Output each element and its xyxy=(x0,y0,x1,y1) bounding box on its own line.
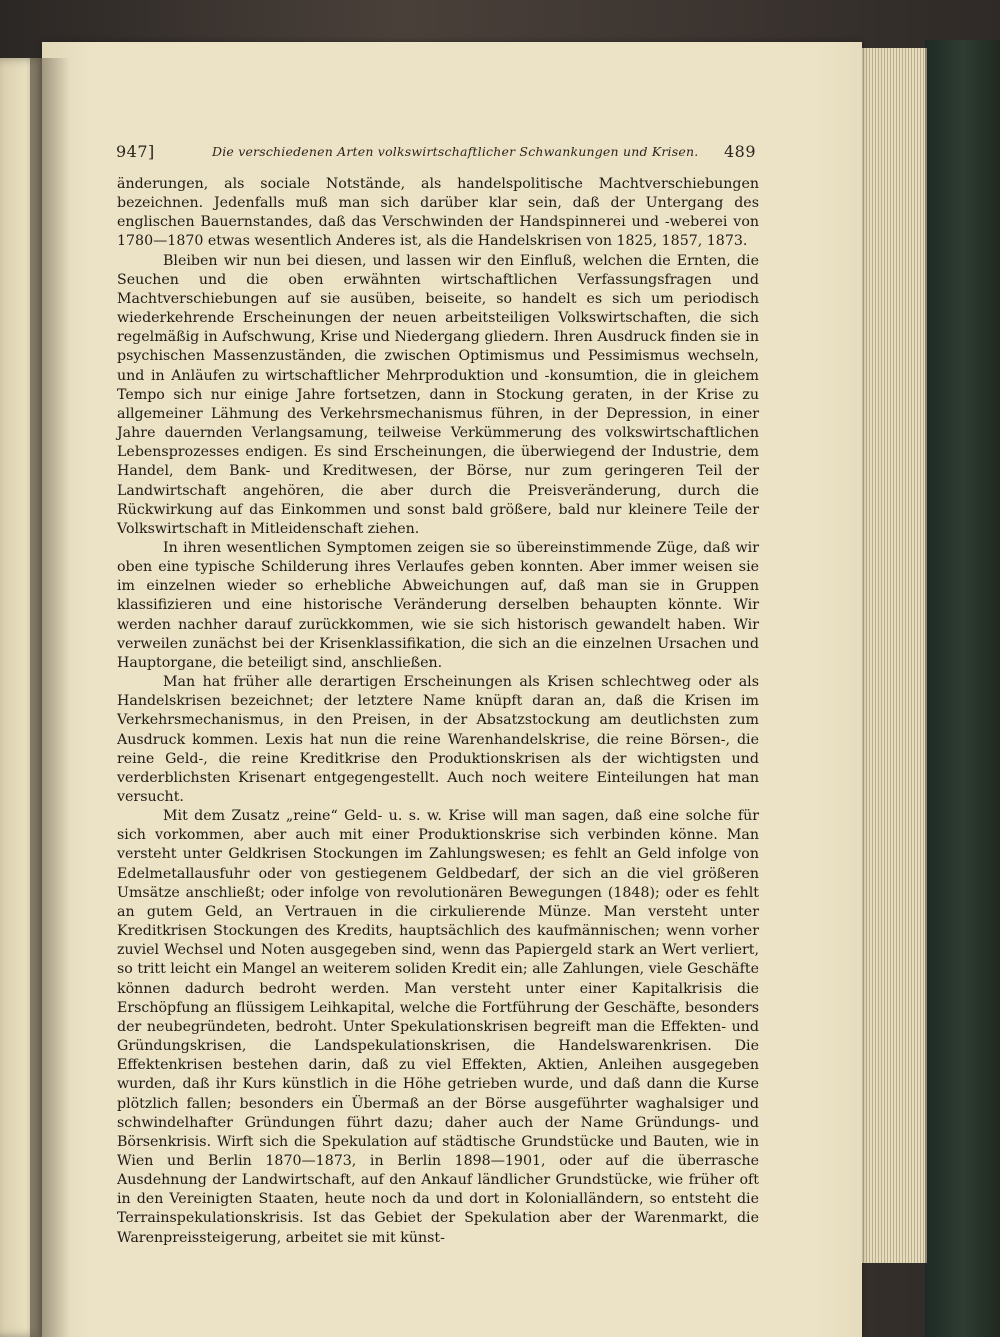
paragraph-continuation: änderungen, als sociale Notstände, als handelspolitische Machtverschiebungen bezeichnen. Jedenfalls muß man sich darüber klar sein, daß der Untergang des englischen Bauernstandes, daß das Verschwinden der Handspinnerei und -weberei von 1780—1870 etwas wesentlich Anderes ist, als die Handelskrisen von 1825, 1857, 1873. xyxy=(117,176,759,250)
paragraph: Mit dem Zusatz „reine“ Geld- u. s. w. Krise will man sagen, daß eine solche für sich vorkommen, aber auch mit einer Produktionskrise sich verbinden könne. Man versteht unter Geldkrisen Stockungen im Zahlungswesen; es fehlt an Geld infolge von Edelmetallausfuhr oder von gestiegenem Geldbedarf, der sich an die viel größeren Umsätze anschließt; oder infolge von revolutionären Bewegungen (1848); oder es fehlt an gutem Geld, an Vertrauen in die cirkulierende Münze. Man versteht unter Kreditkrisen Stockungen des Kredits, hauptsächlich des kaufmännischen; wenn vorher zuviel Wechsel und Noten ausgegeben sind, wenn das Papiergeld stark an Wert verliert, so tritt leicht ein Mangel an weiterem soliden Kredit ein; alle Zahlungen, viele Geschäfte können dadurch bedroht werden. Man versteht unter einer Kapitalkrisis die Erschöpfung an flüssigem Leihkapital, welche die Fortführung der Geschäfte, besonders der neubegründeten, bedroht. Unter Spekulationskrisen begreift man die Effekten- und Gründungskrisen, die Landspekulationskrisen, die Handelswarenkrisen. Die Effektenkrisen bestehen darin, daß zu viel Effekten, Aktien, Anleihen ausgegeben wurden, daß ihr Kurs künstlich in die Höhe getrieben wurde, und daß dann die Kurse plötzlich fallen; besonders ein Übermaß an der Börse ausgeführter waghalsiger und schwindelhafter Gründungen führt dazu; daher auch der Name Gründungs- und Börsenkrisis. Wirft sich die Spekulation auf städtische Grundstücke und Bauten, wie in Wien und Berlin 1870—1873, in Berlin 1898—1901, oder auf die überrasche Ausdehnung der Landwirtschaft, auf den Ankauf ländlicher Grundstücke, wie früher oft in den Vereinigten Staaten, heute noch da und dort in Kolonialländern, so entsteht die Terrainspekulationskrisis. Ist das Gebiet der Spekulation aber der Warenmarkt, die Warenpreissteigerung, arbeitet sie mit künst- xyxy=(117,808,759,1246)
paragraph: In ihren wesentlichen Symptomen zeigen sie so übereinstimmende Züge, daß wir oben eine typische Schilderung ihres Verlaufes geben konnten. Aber immer weisen sie im einzelnen wieder so erhebliche Abweichungen auf, daß man sie in Gruppen klassifizieren und eine historische Veränderung derselben behaupten könnte. Wir werden nachher darauf zurückkommen, wie sie sich historisch gewandelt haben. Wir verweilen zunächst bei der Krisenklassifikation, die sich an die einzelnen Ursachen und Hauptorgane, die beteiligt sind, anschließen. xyxy=(117,539,759,671)
page-number: 489 xyxy=(723,142,756,161)
paragraph: Man hat früher alle derartigen Erscheinungen als Krisen schlechtweg oder als Handelskrisen bezeichnet; der letztere Name knüpft daran an, daß die Krisen im Verkehrsmechanismus, in den Preisen, in der Absatzstockung am deutlichsten zum Ausdruck kommen. Lexis hat nun die reine Warenhandelskrise, die reine Börsen-, die reine Geld-, die reine Kreditkrise den Produktionskrisen als der wichtigsten und verderblichsten Krisenart entgegengestellt. Auch noch weitere Einteilungen hat man versucht. xyxy=(117,674,759,805)
book-cover-edge xyxy=(925,40,1000,1337)
body-text xyxy=(117,175,759,1248)
paragraph: Bleiben wir nun bei diesen, und lassen wir den Einfluß, welchen die Ernten, die Seuchen und die oben erwähnten wirtschaftlichen Verfassungsfragen und Machtverschiebungen auf sie ausüben, beiseite, so handelt es sich um periodisch wiederkehrende Erscheinungen der neuen arbeitsteiligen Volkswirtschaften, die sich regelmäßig in Aufschwung, Krise und Niedergang gliedern. Ihren Ausdruck finden sie in psychischen Massenzuständen, die zwischen Optimismus und Pessimismus wechseln, und in Anläufen zu wirtschaftlicher Mehrproduktion und -konsumtion, die in gleichem Tempo sich nur einige Jahre fortsetzen, dann in Stockung geraten, in der Krise zu allgemeiner Lähmung des Verkehrsmechanismus führen, in der Depression, in einer Jahre dauernden Verlangsamung, teilweise Verkümmerung des volkswirtschaftlichen Lebensprozesses endigen. Es sind Erscheinungen, die überwiegend der Industrie, dem Handel, dem Bank- und Kreditwesen, der Börse, nur zum geringeren Teil der Landwirtschaft angehören, die aber durch die Preisveränderung, durch die Rückwirkung auf das Einkommen und sonst bald größere, bald nur kleinere Teile der Volkswirtschaft in Mitleidenschaft ziehen. xyxy=(117,252,759,537)
running-title: Die verschiedenen Arten volkswirtschaftlicher Schwankungen und Krisen. xyxy=(212,144,699,159)
running-header xyxy=(72,138,762,166)
page-stack-edges xyxy=(855,48,927,1263)
page-ref: 947] xyxy=(116,142,155,161)
gutter-shadow xyxy=(30,58,70,1337)
